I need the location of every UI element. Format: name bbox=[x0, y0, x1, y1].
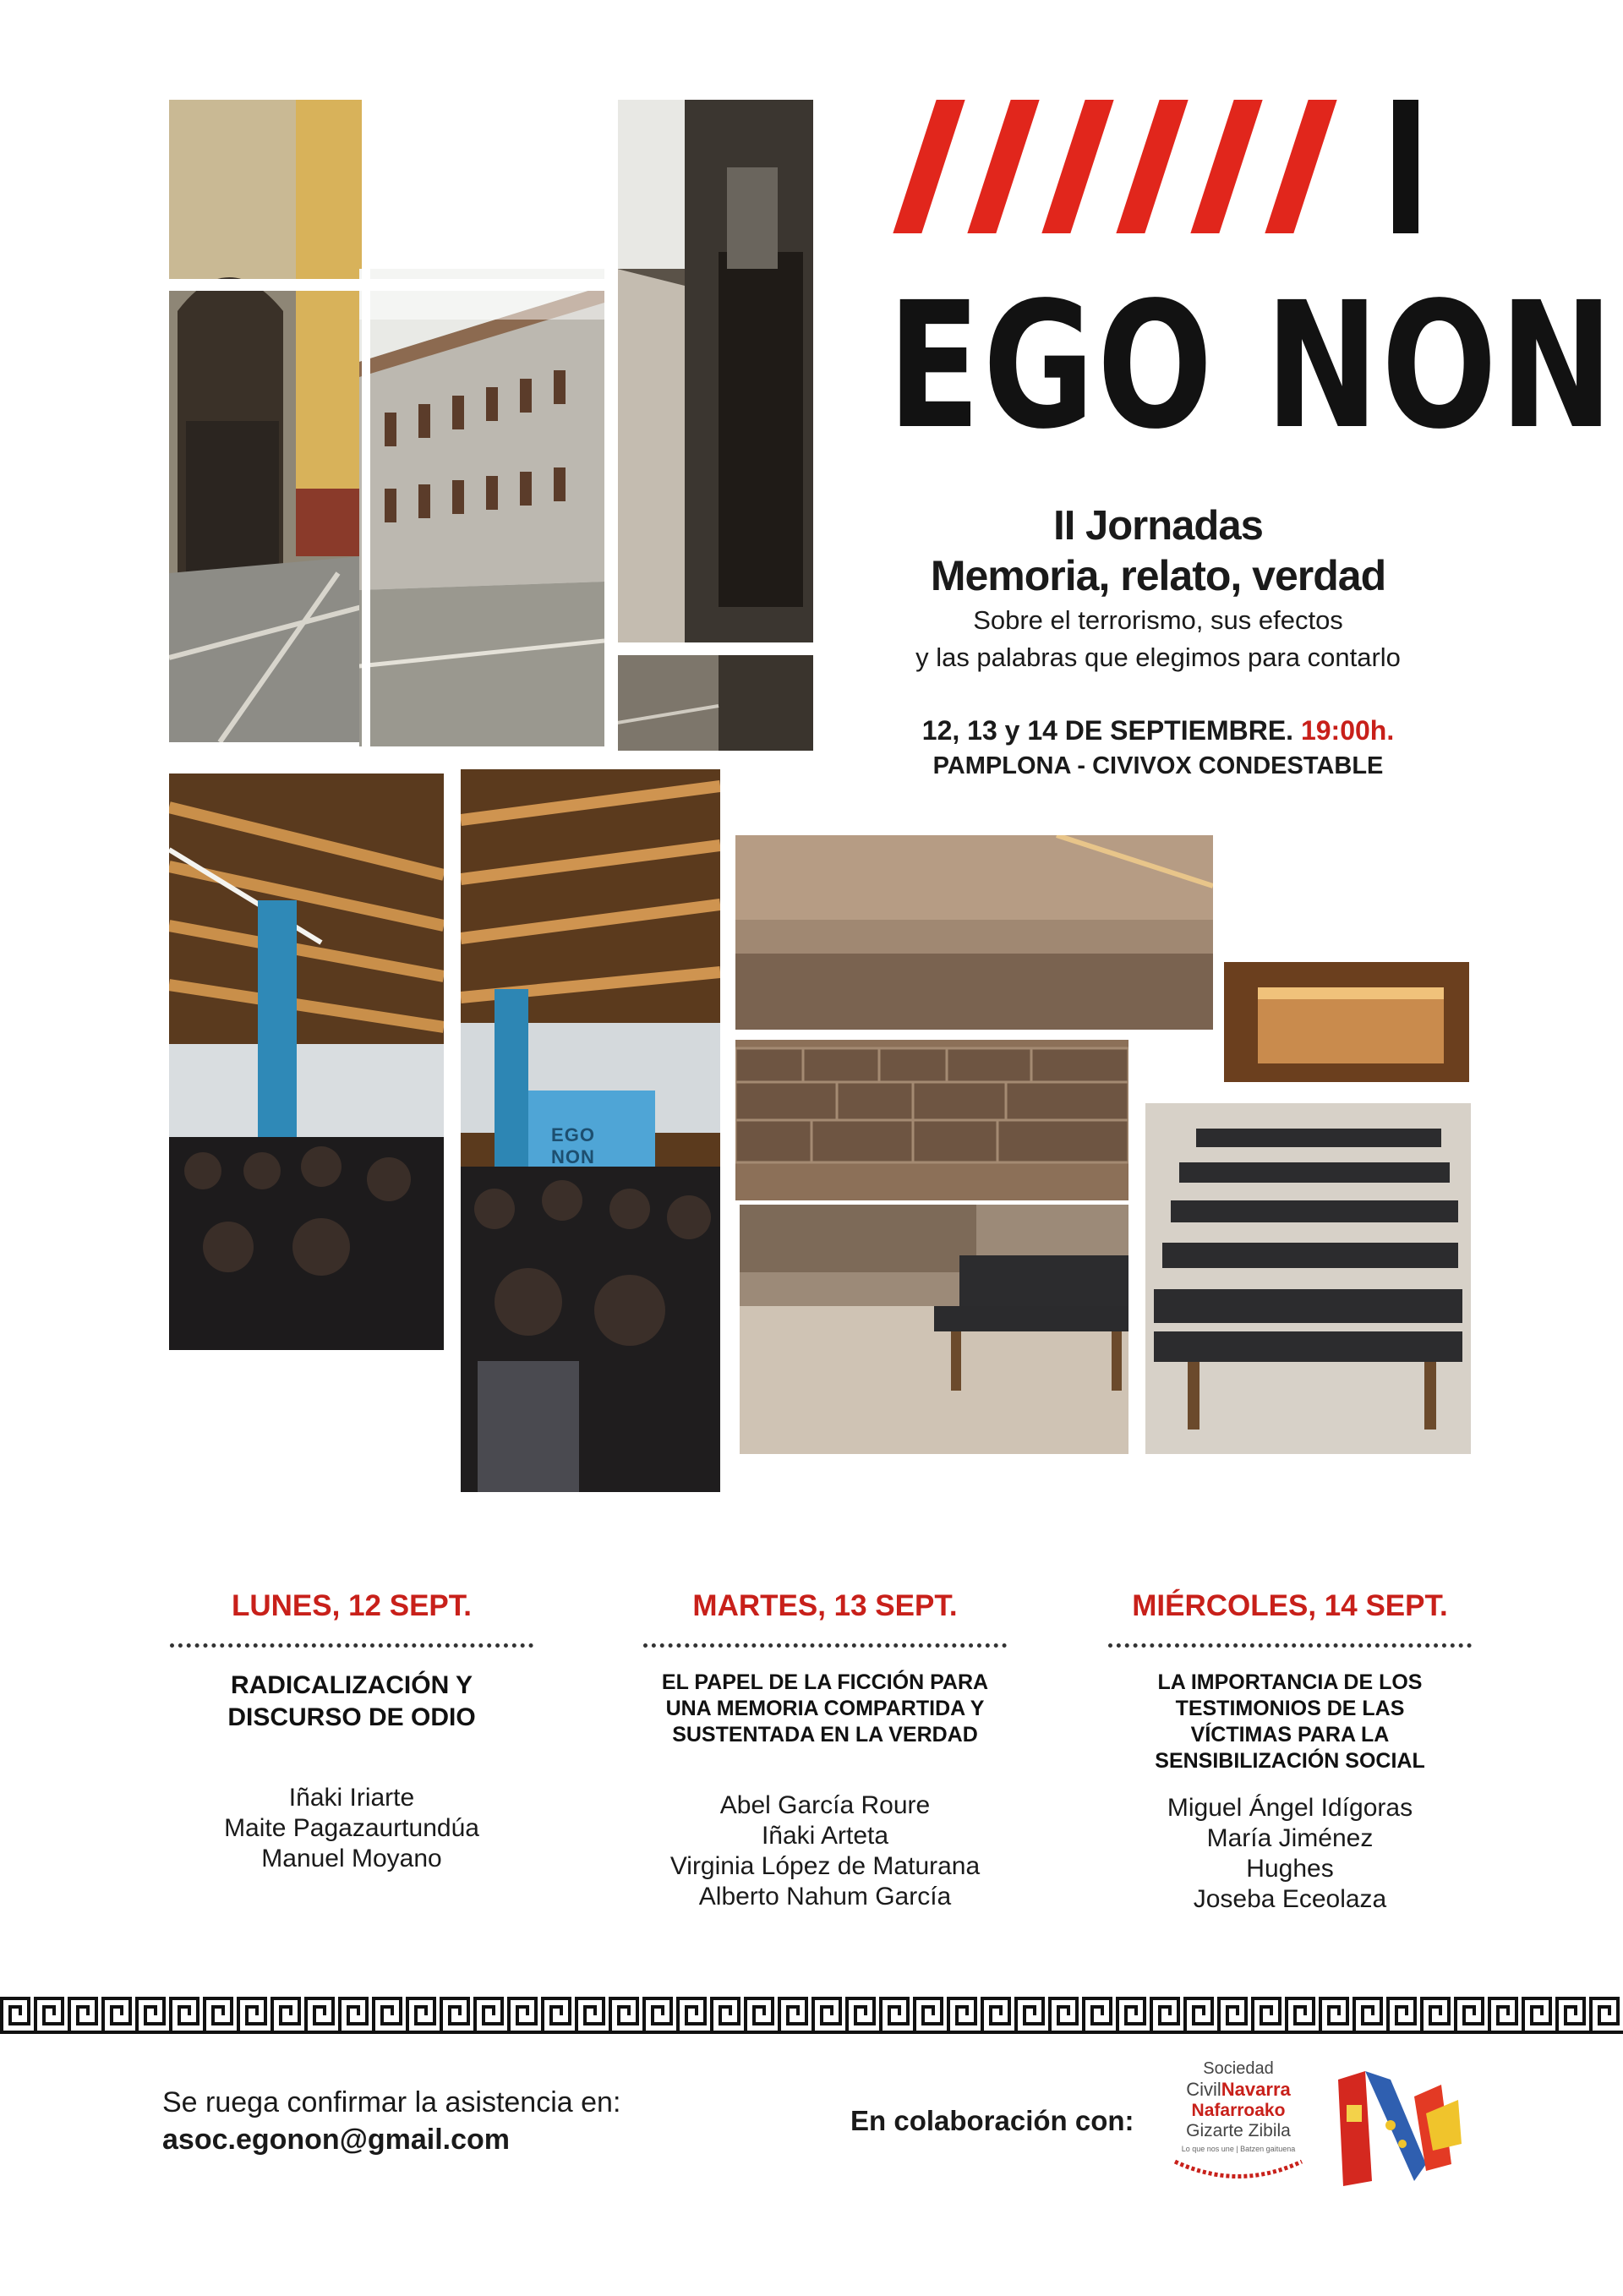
dotted-divider bbox=[1108, 1643, 1472, 1648]
event-dates bbox=[871, 715, 1445, 746]
subtitle-line2: Memoria, relato, verdad bbox=[930, 552, 1386, 599]
subtitle-line1: II Jornadas bbox=[1053, 503, 1263, 549]
day-column-monday bbox=[132, 1589, 571, 1874]
collage-gap bbox=[169, 279, 609, 291]
day-title: MARTES, 13 SEPT. bbox=[692, 1589, 958, 1622]
description-line2: y las palabras que elegimos para contarlo bbox=[915, 642, 1401, 672]
street-photo-right bbox=[617, 100, 813, 645]
room-photo-right bbox=[1224, 962, 1469, 1082]
speaker: Miguel Ángel Idígoras bbox=[1167, 1794, 1413, 1822]
logo-text: EGO NON bbox=[888, 265, 1616, 467]
description-line1: Sobre el terrorismo, sus efectos bbox=[973, 605, 1343, 635]
speaker-list bbox=[1070, 1793, 1510, 1915]
screen-label: EGO NON bbox=[551, 1124, 595, 1167]
day-topic bbox=[132, 1670, 571, 1734]
speaker-list bbox=[132, 1783, 571, 1874]
logo-line: Nafarroako bbox=[1191, 2101, 1286, 2120]
sociedad-civil-logo bbox=[1167, 2059, 1310, 2191]
day-topic bbox=[1070, 1670, 1510, 1774]
topic-line: EL PAPEL DE LA FICCIÓN PARA bbox=[661, 1670, 989, 1694]
rsvp-text: Se ruega confirmar la asistencia en: bbox=[162, 2086, 621, 2118]
rsvp-email-link[interactable]: asoc.egonon@gmail.com bbox=[162, 2124, 511, 2156]
speaker: Virginia López de Maturana bbox=[669, 1852, 981, 1880]
collage-gap bbox=[362, 100, 607, 269]
dotted-divider bbox=[170, 1643, 533, 1648]
logo-stripe bbox=[1265, 100, 1336, 233]
street-photo-bottom bbox=[617, 655, 813, 751]
navarra-n-logo-icon bbox=[1331, 2063, 1467, 2189]
topic-line: RADICALIZACIÓN Y bbox=[230, 1671, 473, 1699]
day-topic bbox=[605, 1670, 1045, 1748]
topic-line: UNA MEMORIA COMPARTIDA Y bbox=[665, 1697, 985, 1720]
greek-key-border bbox=[0, 1995, 1623, 2034]
dotted-divider bbox=[643, 1643, 1007, 1648]
event-location: PAMPLONA - CIVIVOX CONDESTABLE bbox=[932, 752, 1384, 779]
event-time: 19:00h. bbox=[1300, 715, 1395, 746]
logo-tagline: Lo que nos une | Batzen gaituena bbox=[1181, 2145, 1296, 2153]
logo-stripe bbox=[1041, 100, 1113, 233]
wall-photo-top bbox=[735, 835, 1213, 1030]
speaker-list bbox=[605, 1790, 1045, 1912]
logo-stripe bbox=[893, 100, 965, 233]
event-dates-text: 12, 13 y 14 DE SEPTIEMBRE. bbox=[921, 715, 1294, 746]
bench-photo-right bbox=[1145, 1103, 1471, 1454]
logo-bar bbox=[1393, 100, 1418, 233]
topic-line: LA IMPORTANCIA DE LOS bbox=[1157, 1670, 1423, 1694]
logo-word: Navarra bbox=[1221, 2079, 1291, 2100]
logo-stripe bbox=[1190, 100, 1262, 233]
logo-brush-stroke-icon bbox=[1167, 2153, 1310, 2187]
collaboration-label: En colaboración con: bbox=[850, 2105, 1134, 2136]
wall-photo-middle bbox=[735, 1040, 1128, 1200]
logo-word: Civil bbox=[1186, 2079, 1221, 2100]
audience-photo-left bbox=[169, 774, 444, 1350]
speaker: Alberto Nahum García bbox=[698, 1883, 952, 1911]
day-title: LUNES, 12 SEPT. bbox=[232, 1589, 472, 1622]
speaker: Manuel Moyano bbox=[261, 1845, 442, 1872]
speaker: María Jiménez bbox=[1206, 1824, 1374, 1852]
day-column-wednesday bbox=[1070, 1589, 1510, 1915]
speaker: Iñaki Arteta bbox=[761, 1822, 889, 1850]
speaker: Joseba Eceolaza bbox=[1193, 1885, 1387, 1913]
speaker: Maite Pagazaurtundúa bbox=[224, 1814, 479, 1842]
collage-gap bbox=[615, 642, 818, 654]
speaker: Abel García Roure bbox=[719, 1791, 931, 1819]
logo-line bbox=[1167, 2079, 1310, 2101]
logo-stripe bbox=[1116, 100, 1188, 233]
topic-line: SENSIBILIZACIÓN SOCIAL bbox=[1155, 1749, 1425, 1773]
logo-line: Sociedad bbox=[1203, 2059, 1274, 2078]
day-title: MIÉRCOLES, 14 SEPT. bbox=[1132, 1589, 1448, 1622]
topic-line: DISCURSO DE ODIO bbox=[227, 1703, 476, 1731]
street-photo-center bbox=[359, 269, 604, 746]
topic-line: SUSTENTADA EN LA VERDAD bbox=[672, 1723, 978, 1747]
speaker: Hughes bbox=[1246, 1855, 1334, 1883]
logo-line: Gizarte Zibila bbox=[1186, 2121, 1291, 2140]
topic-line: VÍCTIMAS PARA LA bbox=[1190, 1723, 1390, 1747]
street-photo-left bbox=[169, 100, 362, 742]
topic-line: TESTIMONIOS DE LAS bbox=[1175, 1697, 1405, 1720]
day-column-tuesday bbox=[605, 1589, 1045, 1912]
logo-stripe bbox=[967, 100, 1039, 233]
bench-photo-left bbox=[740, 1205, 1128, 1454]
speaker: Iñaki Iriarte bbox=[288, 1784, 415, 1812]
